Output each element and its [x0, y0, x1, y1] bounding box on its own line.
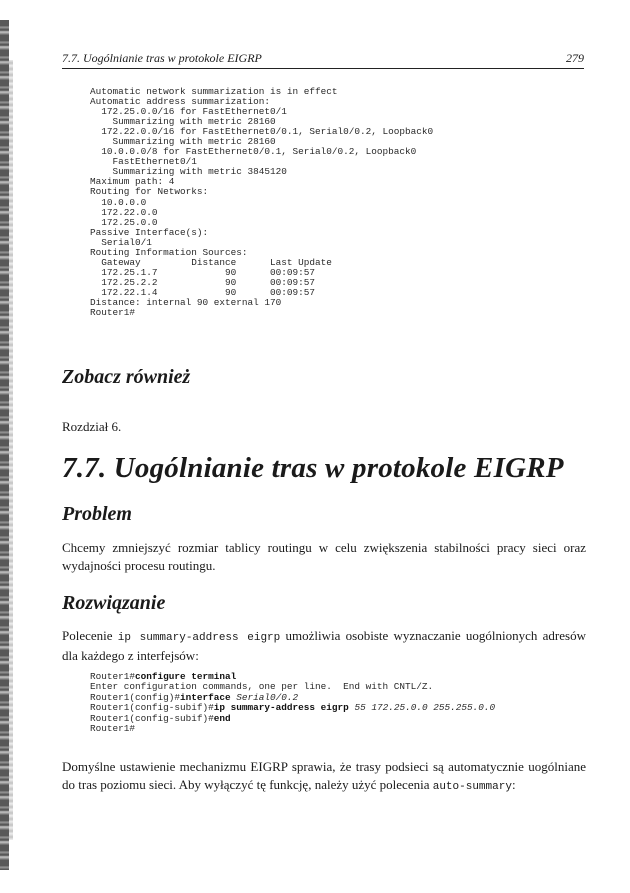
code-line: FastEthernet0/1 — [90, 156, 197, 168]
code-line: Gateway Distance Last Update — [90, 256, 332, 268]
see-also-heading: Zobacz również — [62, 366, 191, 388]
page-binding-shadow — [9, 60, 13, 840]
code-block-config — [90, 672, 495, 734]
inline-command: ip summary-address eigrp — [117, 632, 281, 644]
code-line: Routing Information Sources: — [90, 246, 248, 258]
code-line: 172.22.1.4 90 00:09:57 — [90, 286, 316, 298]
code-line: Serial0/1 — [90, 236, 152, 248]
code-line: Router1#configure terminal — [90, 671, 237, 682]
code-line: Passive Interface(s): — [90, 226, 209, 238]
code-line: Summarizing with metric 28160 — [90, 116, 276, 128]
page-binding-edge — [0, 20, 9, 870]
code-line: Router1(config)#interface Serial0/0.2 — [90, 691, 299, 703]
code-block-eigrp-output — [90, 87, 433, 318]
problem-text: Chcemy zmniejszyć rozmiar tablicy routingu w celu zwiększenia stabilności pracy sieci oraz wydajności procesu routingu. — [62, 540, 586, 573]
code-line: 172.25.1.7 90 00:09:57 — [90, 266, 316, 278]
code-line: Routing for Networks: — [90, 186, 209, 198]
code-line: Enter configuration commands, one per line. End with CNTL/Z. — [90, 681, 434, 693]
code-line: Automatic address summarization: — [90, 96, 271, 108]
code-line: Maximum path: 4 — [90, 176, 175, 188]
code-line: Router1(config-subif)#end — [90, 712, 231, 724]
code-line: 172.22.0.0 — [90, 206, 158, 218]
closing-text: Domyślne ustawienie mechanizmu EIGRP sprawia, że trasy podsieci są automatycznie uogólniane do tras poziomu sieci. Aby wyłączyć tę funkcję, należy użyć polecenia auto-summary: — [62, 759, 586, 793]
section-title: 7.7. Uogólnianie tras w protokole EIGRP — [62, 452, 564, 484]
code-line: Router1# — [90, 723, 136, 735]
code-line: 10.0.0.0/8 for FastEthernet0/0.1, Serial0/0.2, Loopback0 — [90, 146, 417, 158]
solution-heading: Rozwiązanie — [62, 592, 166, 614]
code-line: Router1(config-subif)#ip summary-address eigrp 55 172.25.0.0 255.255.0.0 — [90, 702, 496, 714]
header-title: 7.7. Uogólnianie tras w protokole EIGRP — [62, 51, 262, 65]
code-line: 10.0.0.0 — [90, 196, 147, 208]
code-line: Summarizing with metric 3845120 — [90, 166, 287, 178]
see-also-text: Rozdział 6. — [62, 419, 122, 434]
code-line: Router1# — [90, 307, 136, 319]
code-line: 172.25.0.0/16 for FastEthernet0/1 — [90, 106, 287, 118]
code-line: Automatic network summarization is in effect — [90, 86, 338, 97]
code-line: 172.22.0.0/16 for FastEthernet0/0.1, Serial0/0.2, Loopback0 — [90, 126, 434, 138]
running-header — [62, 50, 584, 69]
page-number: 279 — [566, 51, 584, 65]
code-line: Distance: internal 90 external 170 — [90, 296, 282, 308]
code-line: 172.25.2.2 90 00:09:57 — [90, 276, 316, 288]
code-line: 172.25.0.0 — [90, 216, 158, 228]
code-line: Summarizing with metric 28160 — [90, 136, 276, 148]
problem-heading: Problem — [62, 503, 132, 525]
solution-text: Polecenie ip summary-address eigrp umożliwia osobiste wyznaczanie uogólnionych adresów dla każdego z interfejsów: — [62, 628, 586, 663]
inline-command-auto-summary: auto-summary — [432, 781, 512, 793]
